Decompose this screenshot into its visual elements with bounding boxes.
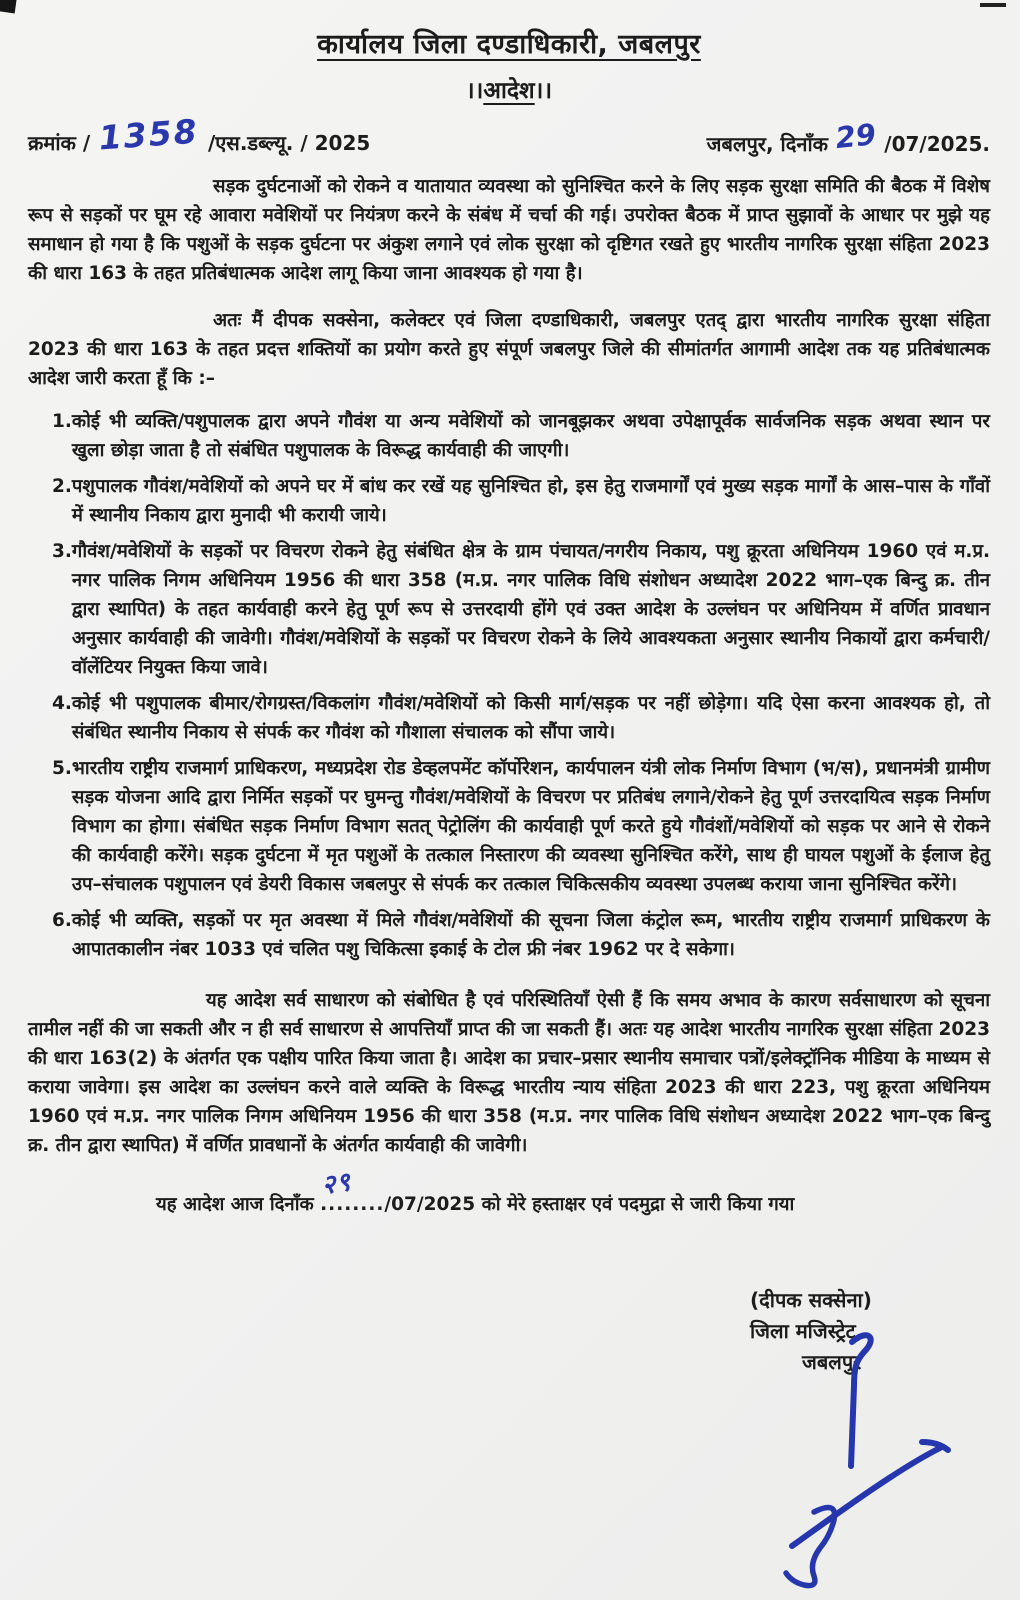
date-handwritten: 29 — [833, 117, 878, 156]
office-title: कार्यालय जिला दण्डाधिकारी, जबलपुर — [317, 29, 701, 60]
clause-number: 1. — [52, 411, 72, 432]
place-date-label: जबलपुर, दिनाँक — [706, 132, 828, 156]
issue-dotted-blank — [320, 1167, 385, 1219]
scan-artifact-dash — [980, 3, 1006, 7]
clause-text: भारतीय राष्ट्रीय राजमार्ग प्राधिकरण, मध्यप्रदेश रोड डेव्हलपमेंट कॉर्पोरेशन, कार्यपालन यंत्री लोक निर्माण विभाग (भ/स), प्रधानमंत्री ग्रामीण सड़क योजना आदि द्वारा निर्मित सड़कों पर घुमन्तु गौवंश/मवेशियों के विचरण पर प्रतिबंध लगाने/रोकने हेतु पूर्ण उत्तरदायित्व सड़क निर्माण विभाग का होगा। संबंधित सड़क निर्माण विभाग सतत् पेट्रोलिंग की कार्यवाही पूर्ण करते हुये गौवंशों/मवेशियों को सड़क पर आने से रोकने की कार्यवाही करेंगे। सड़क दुर्घटना में मृत पशुओं के तत्काल निस्तारण की व्यवस्था सुनिश्चित करेंगे, साथ ही घायल पशुओं के ईलाज हेतु उप–संचालक पशुपालन एवं डेयरी विकास जबलपुर से संपर्क कर तत्काल चिकित्सकीय व्यवस्था उपलब्ध कराया जाना सुनिश्चित करेंगे। — [71, 758, 990, 895]
issue-prefix: यह आदेश आज दिनाँक — [156, 1194, 321, 1215]
clause-text: कोई भी व्यक्ति/पशुपालक द्वारा अपने गौवंश या अन्य मवेशियों को जानबूझकर अथवा उपेक्षापूर्वक सार्वजनिक सड़क अथवा स्थान पर खुला छोड़ा जाता है तो संबंधित पशुपालक के विरूद्ध कार्यवाही की जाएगी। — [71, 411, 990, 461]
order-clause-2 — [28, 472, 990, 530]
issue-date-line — [28, 1167, 990, 1219]
signature-diagonal-stroke — [792, 1448, 940, 1546]
scan-artifact-corner — [0, 0, 17, 13]
clause-number: 3. — [52, 541, 72, 562]
serial-rest: /एस.डब्ल्यू. / 2025 — [207, 131, 371, 155]
signature-loop-stroke — [786, 1508, 835, 1586]
signatory-place: जबलपुर — [802, 1350, 862, 1374]
reference-row — [28, 111, 990, 158]
document-body — [28, 172, 990, 1378]
issue-dots: ........ — [320, 1194, 385, 1215]
order-clause-4 — [28, 689, 990, 747]
issue-rest: /07/2025 को मेरे हस्ताक्षर एवं पदमुद्रा से जारी किया गया — [384, 1194, 795, 1215]
intro-paragraph: सड़क दुर्घटनाओं को रोकने व यातायात व्यवस्था को सुनिश्चित करने के लिए सड़क सुरक्षा समिति की बैठक में विशेष रूप से सड़कों पर घूम रहे आवारा मवेशियों पर नियंत्रण करने के संबंध में चर्चा की गई। उपरोक्त बैठक में प्राप्त सुझावों के आधार पर मुझे यह समाधान हो गया है कि पशुओं के सड़क दुर्घटना पर अंकुश लगाने एवं लोक सुरक्षा को दृष्टिगत रखते हुए भारतीय नागरिक सुरक्षा संहिता 2023 की धारा 163 के तहत प्रतिबंधात्मक आदेश लागू किया जाना आवश्यक हो गया है। — [28, 176, 990, 284]
order-title — [28, 73, 990, 105]
order-clause-6 — [28, 906, 990, 964]
signatory-designation: जिला मजिस्ट्रेट, — [750, 1319, 864, 1343]
order-clause-3 — [28, 537, 990, 682]
order-title-left-danda: ।। — [465, 78, 484, 104]
clause-text: गौवंश/मवेशियों के सड़कों पर विचरण रोकने हेतु संबंधित क्षेत्र के ग्राम पंचायत/नगरीय निकाय, पशु क्रूरता अधिनियम 1960 एवं म.प्र. नगर पालिक निगम अधिनियम 1956 की धारा 358 (म.प्र. नगर पालिक विधि संशोधन अध्यादेश 2022 भाग–एक बिन्दु क्र. तीन द्वारा स्थापित) के तहत कार्यवाही करने हेतु पूर्ण रूप से उत्तरदायी होंगे एवं उक्त आदेश के उल्लंघन पर अधिनियम में वर्णित प्रावधान अनुसार कार्यवाही की जावेगी। गौवंश/मवेशियों के सड़कों पर विचरण रोकने के लिये आवश्यकता अनुसार स्थानीय निकायों द्वारा कर्मचारी/वॉलेंटियर नियुक्त किया जावे। — [71, 541, 990, 678]
clause-number: 6. — [52, 910, 72, 931]
date-rest: /07/2025. — [884, 132, 990, 156]
declaration-paragraph: अतः मैं दीपक सक्सेना, कलेक्टर एवं जिला दण्डाधिकारी, जबलपुर एतद् द्वारा भारतीय नागरिक सुरक्षा संहिता 2023 की धारा 163 के तहत प्रदत्त शक्तियों का प्रयोग करते हुए संपूर्ण जबलपुर जिले की सीमांतर्गत आगामी आदेश तक यह प्रतिबंधात्मक आदेश जारी करता हूँ कि :– — [28, 310, 990, 389]
clause-text: कोई भी पशुपालक बीमार/रोगग्रस्त/विकलांग गौवंश/मवेशियों को किसी मार्ग/सड़क पर नहीं छोड़ेगा। यदि ऐसा करना आवश्यक हो, तो संबंधित स्थानीय निकाय से संपर्क कर गौवंश को गौशाला संचालक को सौंपा जाये। — [71, 693, 990, 743]
clause-number: 5. — [52, 758, 72, 779]
order-title-word: आदेश — [483, 78, 535, 104]
order-clause-5 — [28, 754, 990, 899]
order-clause-list — [28, 407, 990, 964]
signature-block — [750, 1285, 990, 1378]
signature-tip-stroke — [922, 1442, 948, 1450]
serial-number-line — [28, 111, 371, 158]
clause-text: पशुपालक गौवंश/मवेशियों को अपने घर में बांध कर रखें यह सुनिश्चित हो, इस हेतु राजमार्गों एवं मुख्य सड़क मार्गों के आस–पास के गाँवों में स्थानीय निकाय द्वारा मुनादी भी करायी जाये। — [71, 476, 990, 526]
place-date-line — [706, 117, 990, 158]
serial-number-handwritten: 1358 — [97, 111, 200, 158]
issue-date-handwritten: २९ — [320, 1167, 354, 1201]
order-title-right-danda: ।। — [534, 78, 553, 104]
order-clause-1 — [28, 407, 990, 465]
closing-paragraph: यह आदेश सर्व साधारण को संबोधित है एवं परिस्थितियाँ ऐसी हैं कि समय अभाव के कारण सर्वसाधारण को सूचना तामील नहीं की जा सकती और न ही सर्व साधारण से आपत्तियाँ प्राप्त की जा सकती हैं। अतः यह आदेश भारतीय नागरिक सुरक्षा संहिता 2023 की धारा 163(2) के अंतर्गत एक पक्षीय पारित किया जाता है। आदेश का प्रचार–प्रसार स्थानीय समाचार पत्रों/इलेक्ट्रॉनिक मीडिया के माध्यम से कराया जावेगा। इस आदेश का उल्लंघन करने वाले व्यक्ति के विरूद्ध भारतीय न्याय संहिता 2023 की धारा 223, पशु क्रूरता अधिनियम 1960 एवं म.प्र. नगर पालिक निगम अधिनियम 1956 की धारा 358 (म.प्र. नगर पालिक विधि संशोधन अध्यादेश 2022 भाग–एक बिन्दु क्र. तीन द्वारा स्थापित) में वर्णित प्रावधानों के अंतर्गत कार्यवाही की जावेगी। — [28, 990, 990, 1156]
clause-number: 2. — [52, 476, 72, 497]
clause-number: 4. — [52, 693, 72, 714]
document-header — [28, 18, 990, 105]
clause-text: कोई भी व्यक्ति, सड़कों पर मृत अवस्था में मिले गौवंश/मवेशियों की सूचना जिला कंट्रोल रूम, भारतीय राष्ट्रीय राजमार्ग प्राधिकरण के आपातकालीन नंबर 1033 एवं चलित पशु चिकित्सा इकाई के टोल फ्री नंबर 1962 पर दे सकेगा। — [71, 910, 990, 960]
serial-label: क्रमांक / — [28, 131, 91, 155]
signatory-name: (दीपक सक्सेना) — [750, 1288, 872, 1312]
